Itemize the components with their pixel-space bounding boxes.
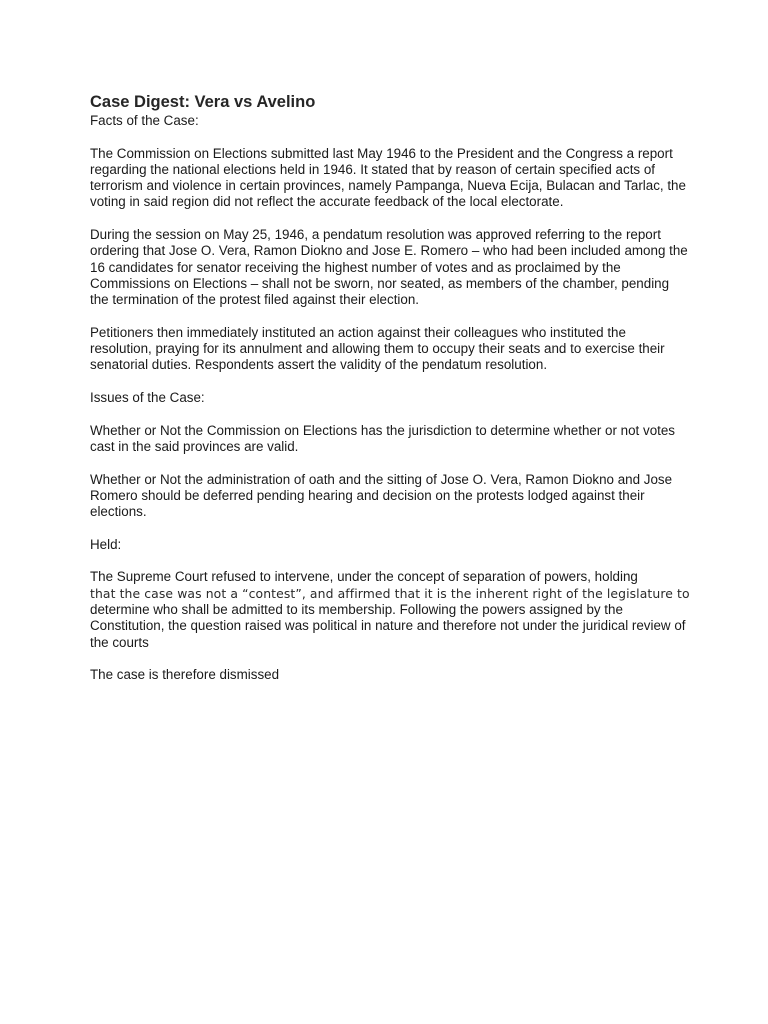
issues-heading: Issues of the Case: — [90, 390, 205, 406]
facts-paragraph-3: Petitioners then immediately instituted an action against their colleagues who instituted the resolution, praying for its annulment and allowing them to occupy their seats and to exercise their senatorial duties. Respondents assert the validity of the pendatum resolution. — [90, 324, 665, 373]
held-line-1: The Supreme Court refused to intervene, under the concept of separation of powers, holding — [90, 569, 638, 585]
issue-paragraph-1: Whether or Not the Commission on Elections has the jurisdiction to determine whether or not votes cast in the said provinces are valid. — [90, 422, 676, 454]
conclusion-paragraph: The case is therefore dismissed — [90, 666, 280, 682]
facts-paragraph-2: During the session on May 25, 1946, a pendatum resolution was approved referring to the report ordering that Jose O. Vera, Ramon Diokno and Jose E. Romero – who had been included among the 16 candidates for senator receiving the highest number of votes and as proclaimed by the Commissions on Elections – shall not be sworn, nor seated, as members of the chamber, pending the termination of the protest filed against their election. — [90, 227, 688, 308]
document-title: Case Digest: Vera vs Avelino — [90, 93, 316, 111]
facts-heading: Facts of the Case: — [90, 113, 199, 128]
held-heading: Held: — [90, 536, 122, 552]
held-rest: determine who shall be admitted to its membership. Following the powers assigned by the Constitution, the question raised was political in nature and therefore not under the juridical review of the courts — [90, 601, 686, 650]
facts-paragraph-1: The Commission on Elections submitted last May 1946 to the President and the Congress a report regarding the national elections held in 1946. It stated that by reason of certain specified acts of terrorism and violence in certain provinces, namely Pampanga, Nueva Ecija, Bulacan and Tarlac, the voting in said region did not reflect the accurate feedback of the local electorate. — [90, 145, 686, 210]
held-paragraph — [90, 569, 690, 650]
issue-paragraph-2: Whether or Not the administration of oath and the sitting of Jose O. Vera, Ramon Diokno and Jose Romero should be deferred pending hearing and decision on the protests lodged against their elections. — [90, 471, 673, 520]
document-page — [90, 92, 690, 699]
held-line-2: that the case was not a “contest”, and affirmed that it is the inherent right of the legislature to — [90, 585, 690, 601]
